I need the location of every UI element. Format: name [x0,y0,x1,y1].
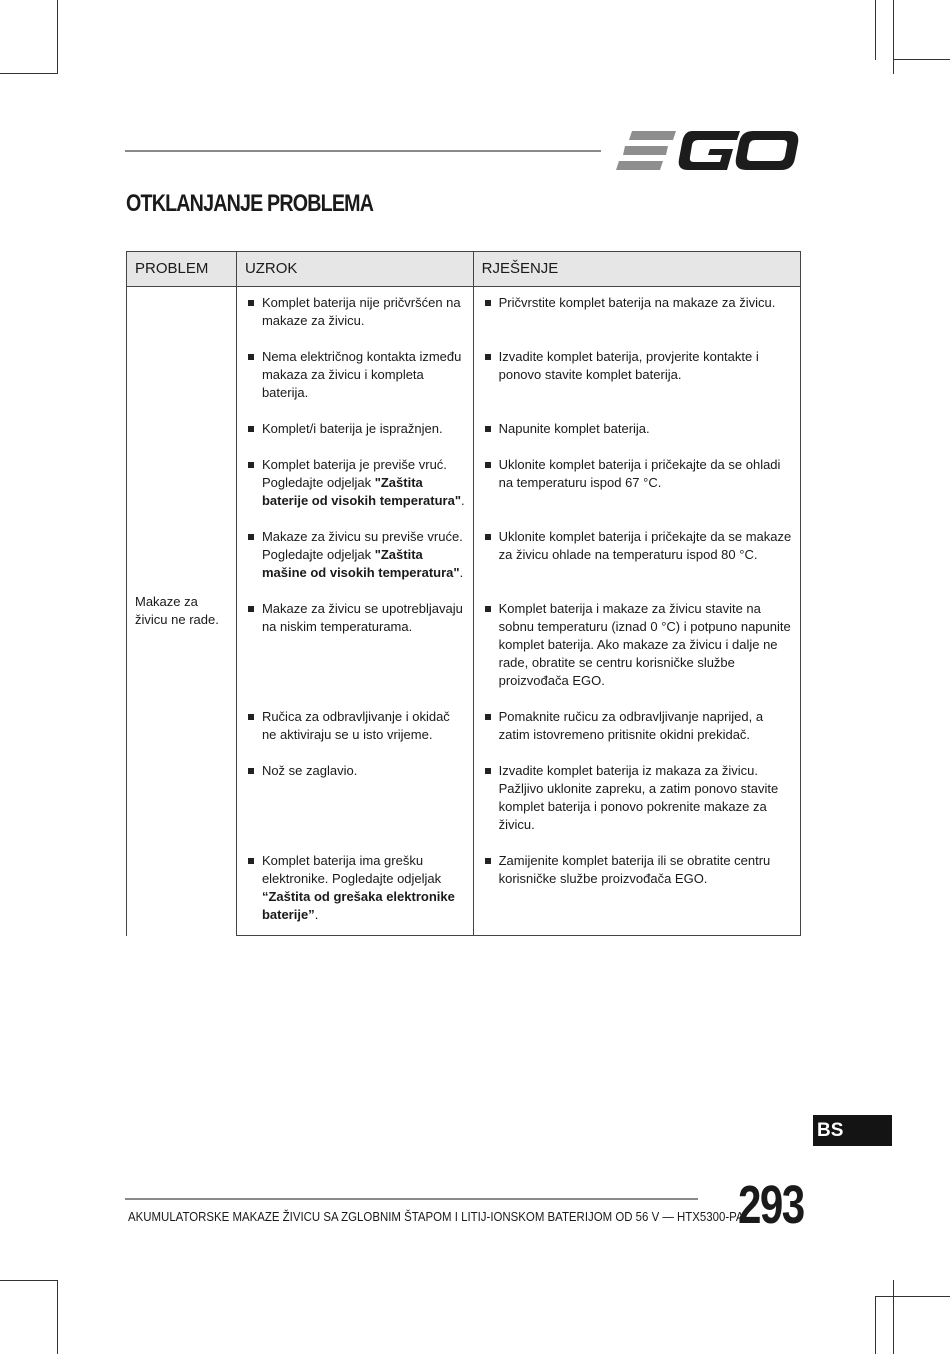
bullet-icon [485,426,491,432]
footer-text: AKUMULATORSKE MAKAZE ŽIVICU SA ZGLOBNIM ŠTAPOM I LITIJ-IONSKOM BATERIJOM OD 56 V — HTX5300-PA [128,1209,744,1224]
column-header-solution: RJEŠENJE [473,252,800,287]
cause-cell [236,593,473,701]
language-tab: BS [813,1115,892,1146]
bullet-icon [248,354,254,360]
bullet-icon [485,354,491,360]
solution-cell [473,593,800,701]
cause-text: Nož se zaglavio. [261,763,358,778]
bullet-icon [485,462,491,468]
page-title: OTKLANJANJE PROBLEMA [126,190,374,217]
problem-text: Makaze za živicu ne rade. [135,594,219,628]
solution-text: Pomaknite ručicu za odbravljivanje naprijed, a zatim istovremeno pritisnite okidni prekidač. [498,709,764,742]
crop-mark [893,0,894,74]
solution-text: Uklonite komplet baterija i pričekajte da se makaze za živicu ohlade na temperaturu ispod 80 °C. [498,529,792,562]
footer-rule [125,1198,698,1200]
crop-mark [875,0,876,60]
problem-cell [127,287,237,936]
bullet-icon [248,300,254,306]
bullet-icon [248,462,254,468]
cause-cell [236,521,473,593]
solution-cell [473,521,800,593]
cause-text: Komplet baterija nije pričvršćen na makaze za živicu. [261,295,461,328]
bullet-icon [248,534,254,540]
solution-text: Izvadite komplet baterija, provjerite kontakte i ponovo stavite komplet baterija. [498,349,759,382]
crop-mark [57,1280,58,1354]
solution-text: Pričvrstite komplet baterija na makaze za živicu. [498,295,776,310]
cause-text: Komplet baterija je previše vruć. Pogledajte odjeljak "Zaštita baterije od visokih temperatura". [261,457,465,508]
solution-cell [473,755,800,845]
cause-text: Ručica za odbravljivanje i okidač ne aktiviraju se u isto vrijeme. [261,709,450,742]
bullet-icon [485,858,491,864]
bullet-icon [485,300,491,306]
cause-text: Makaze za živicu se upotrebljavaju na niskim temperaturama. [261,601,463,634]
table-row [127,287,801,342]
crop-mark [893,59,950,60]
solution-text: Zamijenite komplet baterija ili se obratite centru korisničke službe proizvođača EGO. [498,853,771,886]
solution-cell [473,449,800,521]
solution-cell [473,287,800,342]
column-header-cause: UZROK [236,252,473,287]
bullet-icon [485,534,491,540]
bullet-icon [485,768,491,774]
solution-cell [473,341,800,413]
bullet-icon [485,606,491,612]
table-header-row [127,252,801,287]
solution-cell [473,845,800,936]
solution-text: Izvadite komplet baterija iz makaza za živicu. Pažljivo uklonite zapreku, a zatim ponovo stavite komplet baterija i ponovo pokrenite makaze za živicu. [498,763,779,832]
cause-cell [236,413,473,449]
cause-text: Komplet baterija ima grešku elektronike. Pogledajte odjeljak “Zaštita od grešaka elektronike baterije”. [261,853,455,922]
solution-text: Uklonite komplet baterija i pričekajte da se ohladi na temperaturu ispod 67 °C. [498,457,781,490]
header-rule [125,150,601,152]
cause-cell [236,755,473,845]
cause-cell [236,287,473,342]
crop-mark [57,0,58,74]
cause-text: Nema električnog kontakta između makaza za živicu i kompleta baterija. [261,349,462,400]
bullet-icon [248,858,254,864]
bullet-icon [248,768,254,774]
crop-mark [893,1280,894,1354]
cause-cell [236,845,473,936]
cause-cell [236,449,473,521]
crop-mark [875,1296,950,1297]
troubleshooting-table [126,251,801,936]
cause-cell [236,341,473,413]
bullet-icon [485,714,491,720]
page-number: 293 [738,1175,804,1235]
crop-mark [0,1280,57,1281]
bullet-icon [248,426,254,432]
column-header-problem: PROBLEM [127,252,237,287]
solution-cell [473,413,800,449]
bullet-icon [248,606,254,612]
solution-text: Komplet baterija i makaze za živicu stavite na sobnu temperaturu (iznad 0 °C) i potpuno napunite komplet baterija. Ako makaze za živicu i dalje ne rade, obratite se centru korisničke službe proizvođača EGO. [498,601,791,688]
crop-mark [0,73,57,74]
ego-logo [616,128,800,174]
cause-text: Makaze za živicu su previše vruće. Pogledajte odjeljak "Zaštita mašine od visokih temperatura". [261,529,464,580]
solution-text: Napunite komplet baterija. [498,421,650,436]
cause-text: Komplet/i baterija je ispražnjen. [261,421,443,436]
cause-cell [236,701,473,755]
bullet-icon [248,714,254,720]
crop-mark [875,1296,876,1354]
solution-cell [473,701,800,755]
